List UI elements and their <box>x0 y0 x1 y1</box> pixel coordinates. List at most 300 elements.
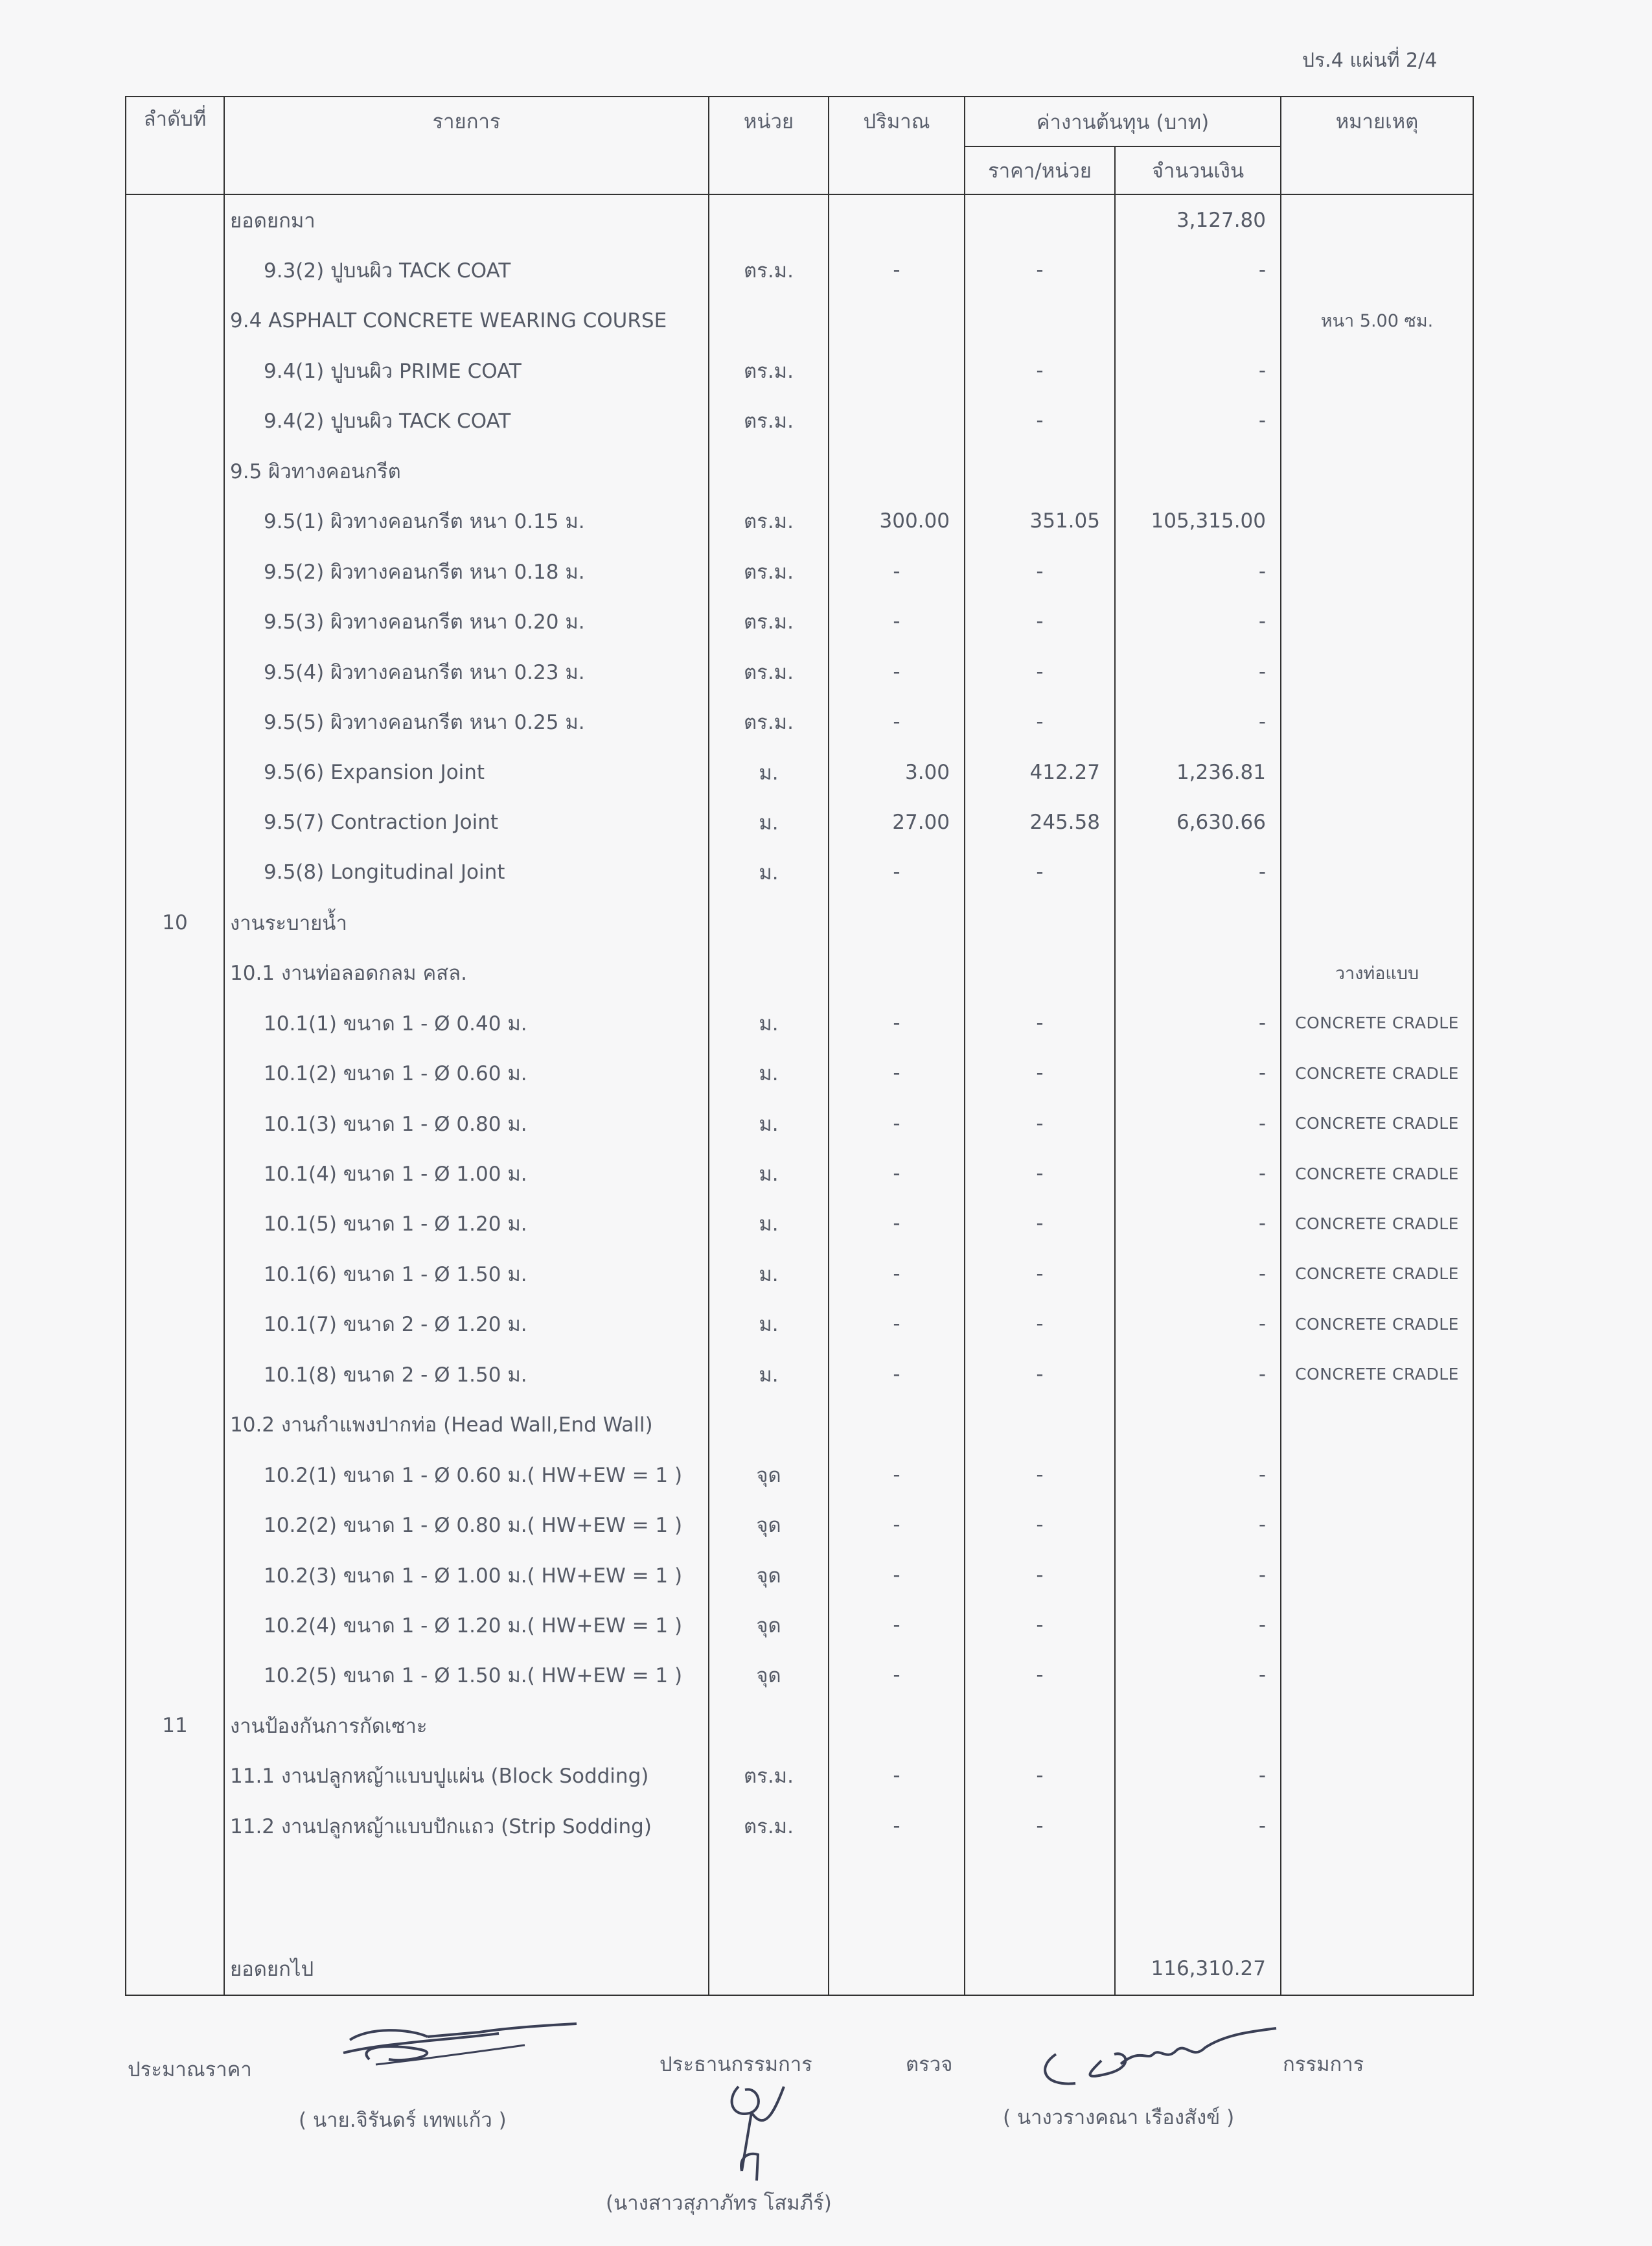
item-amount: - <box>1115 1650 1281 1700</box>
item-unit-price <box>965 1400 1115 1450</box>
item-number <box>126 747 224 797</box>
item-number <box>126 1942 224 1995</box>
item-description: 9.5 ผิวทางคอนกรีต <box>224 446 709 496</box>
item-remark <box>1281 1851 1473 1942</box>
item-unit-price: - <box>965 1450 1115 1499</box>
item-number <box>126 797 224 847</box>
item-unit: ม. <box>709 1148 829 1198</box>
item-amount: - <box>1115 1450 1281 1499</box>
item-quantity <box>829 396 965 446</box>
estimator-signature <box>330 2014 590 2085</box>
item-quantity: - <box>829 1600 965 1650</box>
item-remark: CONCRETE CRADLE <box>1281 1199 1473 1249</box>
item-amount: - <box>1115 546 1281 596</box>
item-remark: CONCRETE CRADLE <box>1281 1299 1473 1349</box>
item-unit: ตร.ม. <box>709 496 829 546</box>
item-unit-price: 412.27 <box>965 747 1115 797</box>
item-amount: - <box>1115 1299 1281 1349</box>
item-unit-price: - <box>965 546 1115 596</box>
item-unit <box>709 446 829 496</box>
table-row <box>126 546 1473 596</box>
table-row <box>126 797 1473 847</box>
item-amount: - <box>1115 1499 1281 1549</box>
item-unit: ม. <box>709 1098 829 1148</box>
item-amount: - <box>1115 998 1281 1048</box>
item-unit: จุด <box>709 1450 829 1499</box>
item-quantity: - <box>829 1299 965 1349</box>
item-amount: - <box>1115 647 1281 697</box>
item-description: 10.1(8) ขนาด 2 - Ø 1.50 ม. <box>224 1349 709 1399</box>
item-remark: หนา 5.00 ซม. <box>1281 295 1473 345</box>
item-remark <box>1281 345 1473 395</box>
item-description: 10.1(1) ขนาด 1 - Ø 0.40 ม. <box>224 998 709 1048</box>
table-row <box>126 697 1473 747</box>
item-number <box>126 848 224 897</box>
table-row <box>126 446 1473 496</box>
item-unit-price <box>965 295 1115 345</box>
table-row <box>126 1499 1473 1549</box>
item-quantity: - <box>829 1148 965 1198</box>
item-unit-price: - <box>965 697 1115 747</box>
item-number: 10 <box>126 897 224 947</box>
item-description: 10.1 งานท่อลอดกลม คสล. <box>224 948 709 998</box>
item-number <box>126 1650 224 1700</box>
item-amount: - <box>1115 697 1281 747</box>
item-unit: จุด <box>709 1650 829 1700</box>
table-row <box>126 647 1473 697</box>
item-quantity: - <box>829 697 965 747</box>
item-quantity: - <box>829 848 965 897</box>
item-unit <box>709 1942 829 1995</box>
item-description: 10.1(2) ขนาด 1 - Ø 0.60 ม. <box>224 1048 709 1098</box>
item-remark <box>1281 446 1473 496</box>
item-description: 9.5(1) ผิวทางคอนกรีต หนา 0.15 ม. <box>224 496 709 546</box>
item-quantity: - <box>829 1499 965 1549</box>
item-quantity <box>829 1942 965 1995</box>
header-unit-price: ราคา/หน่วย <box>965 146 1115 194</box>
item-unit: ตร.ม. <box>709 396 829 446</box>
item-unit <box>709 1700 829 1750</box>
item-unit <box>709 1851 829 1942</box>
item-number <box>126 1400 224 1450</box>
item-remark: CONCRETE CRADLE <box>1281 1349 1473 1399</box>
item-unit: ม. <box>709 998 829 1048</box>
item-amount: - <box>1115 1199 1281 1249</box>
item-description: 9.5(6) Expansion Joint <box>224 747 709 797</box>
item-quantity <box>829 345 965 395</box>
table-row <box>126 998 1473 1048</box>
item-unit-price: - <box>965 647 1115 697</box>
item-amount <box>1115 897 1281 947</box>
item-number <box>126 1499 224 1549</box>
item-remark <box>1281 1600 1473 1650</box>
item-number <box>126 597 224 647</box>
item-number <box>126 1349 224 1399</box>
item-quantity: - <box>829 1550 965 1600</box>
item-unit: จุด <box>709 1499 829 1549</box>
item-quantity: - <box>829 998 965 1048</box>
item-amount: - <box>1115 1098 1281 1148</box>
item-amount <box>1115 446 1281 496</box>
item-description: 10.2 งานกำแพงปากท่อ (Head Wall,End Wall) <box>224 1400 709 1450</box>
committee-name: ( นางวรางคณา เรืองสังข์ ) <box>1003 2106 1235 2129</box>
committee-signature <box>1037 2015 1283 2093</box>
item-quantity <box>829 897 965 947</box>
item-number <box>126 295 224 345</box>
item-unit: จุด <box>709 1550 829 1600</box>
item-number <box>126 546 224 596</box>
table-row <box>126 1600 1473 1650</box>
item-unit <box>709 194 829 245</box>
item-unit-price: - <box>965 1349 1115 1399</box>
item-quantity: - <box>829 546 965 596</box>
item-description: 10.1(6) ขนาด 1 - Ø 1.50 ม. <box>224 1249 709 1299</box>
item-remark <box>1281 1650 1473 1700</box>
item-quantity <box>829 446 965 496</box>
table-row <box>126 1851 1473 1942</box>
item-number <box>126 1851 224 1942</box>
table-row <box>126 1349 1473 1399</box>
item-unit-price <box>965 897 1115 947</box>
item-number <box>126 1751 224 1801</box>
table-row <box>126 597 1473 647</box>
chair-name: (นางสาวสุภาภัทร โสมภีร์) <box>606 2192 832 2215</box>
item-description: 10.2(1) ขนาด 1 - Ø 0.60 ม.( HW+EW = 1 ) <box>224 1450 709 1499</box>
item-description: 9.4(1) ปูบนผิว PRIME COAT <box>224 345 709 395</box>
item-amount: 6,630.66 <box>1115 797 1281 847</box>
item-unit: จุด <box>709 1600 829 1650</box>
item-unit <box>709 1400 829 1450</box>
item-unit-price: - <box>965 345 1115 395</box>
item-amount: 3,127.80 <box>1115 194 1281 245</box>
item-unit-price <box>965 1700 1115 1750</box>
item-quantity: - <box>829 1199 965 1249</box>
item-remark <box>1281 1450 1473 1499</box>
item-unit: ตร.ม. <box>709 245 829 295</box>
item-unit-price: - <box>965 1650 1115 1700</box>
item-unit: ตร.ม. <box>709 345 829 395</box>
item-amount: - <box>1115 1048 1281 1098</box>
item-remark <box>1281 1751 1473 1801</box>
item-unit <box>709 948 829 998</box>
item-number <box>126 998 224 1048</box>
item-quantity: - <box>829 1048 965 1098</box>
table-row <box>126 1098 1473 1148</box>
item-description: 11.1 งานปลูกหญ้าแบบปูแผ่น (Block Sodding) <box>224 1751 709 1801</box>
item-number <box>126 496 224 546</box>
item-unit-price: - <box>965 1299 1115 1349</box>
item-number <box>126 1199 224 1249</box>
item-description: 9.3(2) ปูบนผิว TACK COAT <box>224 245 709 295</box>
item-description: 10.1(4) ขนาด 1 - Ø 1.00 ม. <box>224 1148 709 1198</box>
item-remark <box>1281 697 1473 747</box>
item-remark <box>1281 848 1473 897</box>
item-unit-price: - <box>965 1801 1115 1851</box>
table-row <box>126 848 1473 897</box>
item-number <box>126 1801 224 1851</box>
item-amount: - <box>1115 245 1281 295</box>
item-unit-price: 351.05 <box>965 496 1115 546</box>
page-reference: ปร.4 แผ่นที่ 2/4 <box>1302 49 1438 72</box>
item-number <box>126 1148 224 1198</box>
item-amount: - <box>1115 848 1281 897</box>
item-number <box>126 194 224 245</box>
item-remark <box>1281 396 1473 446</box>
item-remark <box>1281 1400 1473 1450</box>
item-number <box>126 1450 224 1499</box>
table-row <box>126 1148 1473 1198</box>
item-description: 9.5(8) Longitudinal Joint <box>224 848 709 897</box>
table-row <box>126 1751 1473 1801</box>
item-remark <box>1281 1700 1473 1750</box>
item-remark <box>1281 194 1473 245</box>
table-row <box>126 1400 1473 1450</box>
item-unit: ตร.ม. <box>709 1801 829 1851</box>
item-description: 9.5(7) Contraction Joint <box>224 797 709 847</box>
table-header-row <box>126 97 1473 146</box>
table-row <box>126 747 1473 797</box>
table-row <box>126 295 1473 345</box>
item-number <box>126 446 224 496</box>
item-amount: - <box>1115 1600 1281 1650</box>
item-description: 11.2 งานปลูกหญ้าแบบปักแถว (Strip Sodding) <box>224 1801 709 1851</box>
item-number <box>126 1600 224 1650</box>
item-quantity: - <box>829 597 965 647</box>
check-label: ตรวจ <box>906 2053 953 2076</box>
item-remark: CONCRETE CRADLE <box>1281 1249 1473 1299</box>
cost-table <box>125 96 1474 1996</box>
item-quantity: - <box>829 1249 965 1299</box>
item-description: 10.1(7) ขนาด 2 - Ø 1.20 ม. <box>224 1299 709 1349</box>
table-row <box>126 1299 1473 1349</box>
table-row <box>126 1801 1473 1851</box>
committee-label: กรรมการ <box>1283 2053 1364 2076</box>
item-unit-price <box>965 1851 1115 1942</box>
item-unit-price: - <box>965 1499 1115 1549</box>
item-unit-price: - <box>965 998 1115 1048</box>
item-remark <box>1281 897 1473 947</box>
item-description: 9.4(2) ปูบนผิว TACK COAT <box>224 396 709 446</box>
item-unit: ม. <box>709 747 829 797</box>
item-amount <box>1115 295 1281 345</box>
item-unit: ม. <box>709 848 829 897</box>
chair-label: ประธานกรรมการ <box>660 2053 812 2076</box>
item-unit-price: - <box>965 1550 1115 1600</box>
header-quantity: ปริมาณ <box>829 97 965 194</box>
item-quantity: 3.00 <box>829 747 965 797</box>
item-remark <box>1281 546 1473 596</box>
item-description: 9.5(4) ผิวทางคอนกรีต หนา 0.23 ม. <box>224 647 709 697</box>
item-quantity: - <box>829 1650 965 1700</box>
item-remark: CONCRETE CRADLE <box>1281 1048 1473 1098</box>
table-row <box>126 396 1473 446</box>
item-amount: 1,236.81 <box>1115 747 1281 797</box>
item-description <box>224 1851 709 1942</box>
item-unit: ตร.ม. <box>709 546 829 596</box>
item-remark <box>1281 1550 1473 1600</box>
item-unit <box>709 295 829 345</box>
item-unit-price: - <box>965 1148 1115 1198</box>
item-description: งานป้องกันการกัดเซาะ <box>224 1700 709 1750</box>
item-amount: - <box>1115 345 1281 395</box>
item-description: 10.2(5) ขนาด 1 - Ø 1.50 ม.( HW+EW = 1 ) <box>224 1650 709 1700</box>
item-number: 11 <box>126 1700 224 1750</box>
item-unit-price: 245.58 <box>965 797 1115 847</box>
table-row <box>126 496 1473 546</box>
table-row <box>126 245 1473 295</box>
item-amount <box>1115 1851 1281 1942</box>
item-unit-price <box>965 194 1115 245</box>
item-remark: CONCRETE CRADLE <box>1281 1098 1473 1148</box>
item-number <box>126 1550 224 1600</box>
item-amount <box>1115 1400 1281 1450</box>
item-number <box>126 1249 224 1299</box>
item-remark <box>1281 597 1473 647</box>
item-number <box>126 647 224 697</box>
header-no: ลำดับที่ <box>126 97 224 194</box>
item-amount: - <box>1115 597 1281 647</box>
item-amount <box>1115 948 1281 998</box>
item-unit-price: - <box>965 597 1115 647</box>
item-unit-price: - <box>965 1048 1115 1098</box>
table-row <box>126 1450 1473 1499</box>
item-number <box>126 948 224 998</box>
item-unit: ม. <box>709 1048 829 1098</box>
item-quantity: - <box>829 1801 965 1851</box>
item-number <box>126 1098 224 1148</box>
item-unit <box>709 897 829 947</box>
item-number <box>126 1299 224 1349</box>
item-quantity <box>829 194 965 245</box>
item-remark <box>1281 496 1473 546</box>
item-unit: ม. <box>709 1199 829 1249</box>
item-description: 10.2(3) ขนาด 1 - Ø 1.00 ม.( HW+EW = 1 ) <box>224 1550 709 1600</box>
item-unit: ตร.ม. <box>709 697 829 747</box>
item-unit-price: - <box>965 848 1115 897</box>
item-amount <box>1115 1700 1281 1750</box>
item-remark <box>1281 747 1473 797</box>
item-amount: 116,310.27 <box>1115 1942 1281 1995</box>
item-quantity <box>829 1400 965 1450</box>
item-quantity: - <box>829 245 965 295</box>
item-amount: 105,315.00 <box>1115 496 1281 546</box>
item-quantity: 27.00 <box>829 797 965 847</box>
table-row <box>126 1048 1473 1098</box>
item-quantity: - <box>829 1751 965 1801</box>
item-amount: - <box>1115 1249 1281 1299</box>
item-quantity: - <box>829 647 965 697</box>
table-row <box>126 1199 1473 1249</box>
table-row <box>126 1700 1473 1750</box>
item-remark <box>1281 1499 1473 1549</box>
item-remark <box>1281 797 1473 847</box>
item-quantity <box>829 1700 965 1750</box>
item-unit-price: - <box>965 1600 1115 1650</box>
item-quantity <box>829 295 965 345</box>
header-cost: ค่างานต้นทุน (บาท) <box>965 97 1281 146</box>
item-description: 10.2(4) ขนาด 1 - Ø 1.20 ม.( HW+EW = 1 ) <box>224 1600 709 1650</box>
item-unit: ม. <box>709 1349 829 1399</box>
item-quantity <box>829 948 965 998</box>
item-description: 10.2(2) ขนาด 1 - Ø 0.80 ม.( HW+EW = 1 ) <box>224 1499 709 1549</box>
item-remark: วางท่อแบบ <box>1281 948 1473 998</box>
chair-signature <box>713 2074 803 2184</box>
item-unit: ตร.ม. <box>709 647 829 697</box>
item-unit-price <box>965 446 1115 496</box>
table-row <box>126 1942 1473 1995</box>
item-unit-price: - <box>965 1199 1115 1249</box>
table-row <box>126 1650 1473 1700</box>
item-number <box>126 345 224 395</box>
item-unit: ม. <box>709 1249 829 1299</box>
estimator-name: ( นาย.จิรันดร์ เทพแก้ว ) <box>299 2109 507 2132</box>
item-description: 9.4 ASPHALT CONCRETE WEARING COURSE <box>224 295 709 345</box>
item-unit: ม. <box>709 797 829 847</box>
item-quantity <box>829 1851 965 1942</box>
item-description: ยอดยกไป <box>224 1942 709 1995</box>
table-row <box>126 1249 1473 1299</box>
item-amount: - <box>1115 1349 1281 1399</box>
header-unit: หน่วย <box>709 97 829 194</box>
item-remark: CONCRETE CRADLE <box>1281 998 1473 1048</box>
table-row <box>126 1550 1473 1600</box>
item-unit: ม. <box>709 1299 829 1349</box>
item-remark <box>1281 1801 1473 1851</box>
item-number <box>126 1048 224 1098</box>
item-unit-price <box>965 1942 1115 1995</box>
item-unit-price: - <box>965 1098 1115 1148</box>
item-unit-price: - <box>965 396 1115 446</box>
item-description: ยอดยกมา <box>224 194 709 245</box>
item-amount: - <box>1115 396 1281 446</box>
item-description: 9.5(3) ผิวทางคอนกรีต หนา 0.20 ม. <box>224 597 709 647</box>
item-amount: - <box>1115 1550 1281 1600</box>
item-unit-price: - <box>965 1249 1115 1299</box>
item-quantity: - <box>829 1450 965 1499</box>
item-unit-price: - <box>965 245 1115 295</box>
estimator-label: ประมาณราคา <box>128 2058 252 2081</box>
item-unit: ตร.ม. <box>709 597 829 647</box>
item-remark <box>1281 245 1473 295</box>
item-description: 9.5(2) ผิวทางคอนกรีต หนา 0.18 ม. <box>224 546 709 596</box>
item-description: 10.1(5) ขนาด 1 - Ø 1.20 ม. <box>224 1199 709 1249</box>
item-description: 9.5(5) ผิวทางคอนกรีต หนา 0.25 ม. <box>224 697 709 747</box>
header-description: รายการ <box>224 97 709 194</box>
item-quantity: 300.00 <box>829 496 965 546</box>
header-remark: หมายเหตุ <box>1281 97 1473 194</box>
item-description: งานระบายน้ำ <box>224 897 709 947</box>
table-row <box>126 948 1473 998</box>
item-quantity: - <box>829 1349 965 1399</box>
item-number <box>126 245 224 295</box>
item-remark <box>1281 647 1473 697</box>
item-number <box>126 396 224 446</box>
item-number <box>126 697 224 747</box>
item-description: 10.1(3) ขนาด 1 - Ø 0.80 ม. <box>224 1098 709 1148</box>
item-remark <box>1281 1942 1473 1995</box>
item-remark: CONCRETE CRADLE <box>1281 1148 1473 1198</box>
header-amount: จำนวนเงิน <box>1115 146 1281 194</box>
item-unit-price <box>965 948 1115 998</box>
table-row <box>126 897 1473 947</box>
table-row <box>126 194 1473 245</box>
item-quantity: - <box>829 1098 965 1148</box>
item-unit-price: - <box>965 1751 1115 1801</box>
item-amount: - <box>1115 1751 1281 1801</box>
item-amount: - <box>1115 1801 1281 1851</box>
item-unit: ตร.ม. <box>709 1751 829 1801</box>
table-row <box>126 345 1473 395</box>
